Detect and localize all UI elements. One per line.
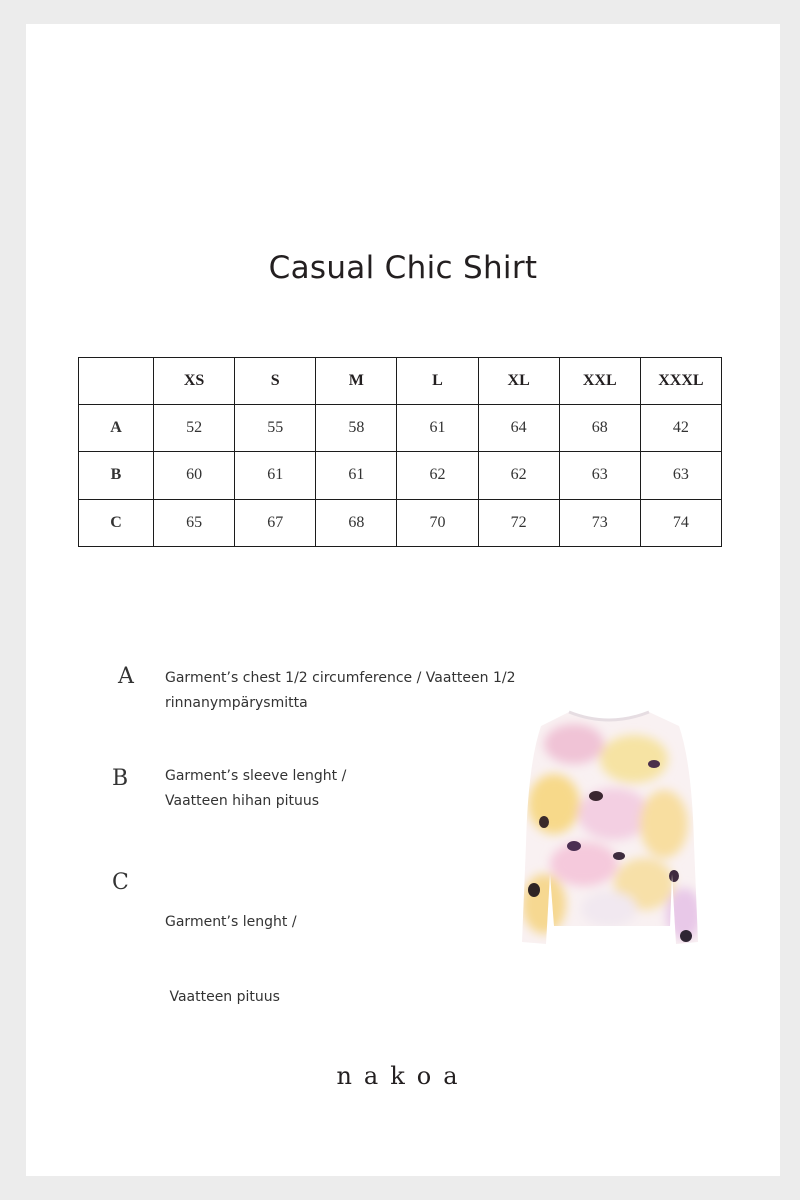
legend-letter-a: A (118, 664, 134, 689)
legend-line: Garment’s chest 1/2 circumference / Vaatteen 1/2 (165, 670, 516, 686)
table-cell: 68 (559, 405, 640, 452)
table-cell: 62 (478, 452, 559, 499)
table-header-cell: M (316, 358, 397, 405)
table-cell: 73 (559, 499, 640, 546)
table-row (79, 499, 722, 546)
table-header-cell (79, 358, 154, 405)
table-cell: 61 (235, 452, 316, 499)
table-cell: 67 (235, 499, 316, 546)
table-cell: 72 (478, 499, 559, 546)
page-title: Casual Chic Shirt (268, 250, 538, 286)
legend-text-c (165, 860, 535, 1060)
brand-logo: nakoa (336, 1062, 470, 1090)
row-label: C (79, 499, 154, 546)
legend-line: Vaatteen hihan pituus (165, 793, 320, 809)
table-cell: 61 (397, 405, 478, 452)
legend-letter-c: C (112, 870, 129, 895)
table-cell: 58 (316, 405, 397, 452)
legend-text-a (165, 666, 535, 716)
table-cell: 63 (640, 452, 721, 499)
table-cell: 68 (316, 499, 397, 546)
legend-line: rinnanympärysmitta (165, 695, 308, 711)
floral-sweatshirt-image (514, 704, 704, 954)
row-label: A (79, 405, 154, 452)
table-cell: 55 (235, 405, 316, 452)
table-header-cell: XXL (559, 358, 640, 405)
table-header-cell: S (235, 358, 316, 405)
table-cell: 60 (154, 452, 235, 499)
table-header-row (79, 358, 722, 405)
table-header-cell: XS (154, 358, 235, 405)
legend-letter-b: B (112, 766, 129, 791)
table-cell: 62 (397, 452, 478, 499)
table-cell: 65 (154, 499, 235, 546)
table-row (79, 452, 722, 499)
table-header-cell: XL (478, 358, 559, 405)
row-label: B (79, 452, 154, 499)
legend-text-b (165, 764, 535, 814)
legend-line: Garment’s lenght / (165, 914, 297, 930)
table-cell: 61 (316, 452, 397, 499)
table-header-cell: L (397, 358, 478, 405)
table-row (79, 405, 722, 452)
table-cell: 63 (559, 452, 640, 499)
table-cell: 74 (640, 499, 721, 546)
table-cell: 52 (154, 405, 235, 452)
legend-line: Garment’s sleeve lenght / (165, 768, 347, 784)
table-cell: 42 (640, 405, 721, 452)
table-cell: 64 (478, 405, 559, 452)
size-table (78, 357, 722, 547)
legend-line: Vaatteen pituus (165, 989, 280, 1005)
size-guide-card (26, 24, 780, 1176)
table-header-cell: XXXL (640, 358, 721, 405)
table-cell: 70 (397, 499, 478, 546)
